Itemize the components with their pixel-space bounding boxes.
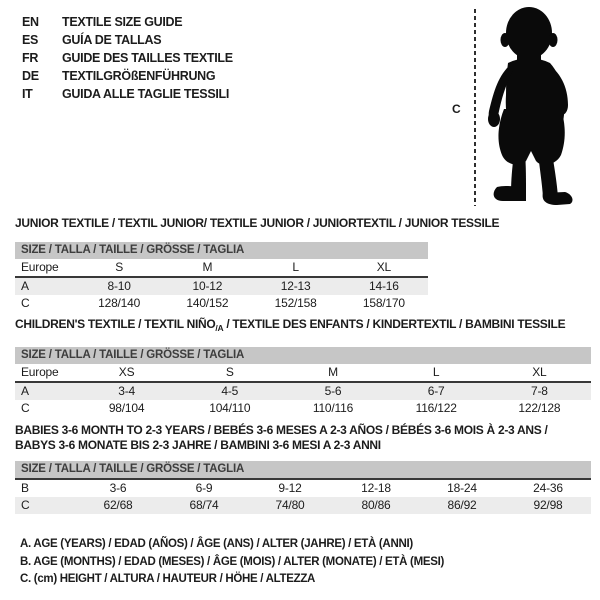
table-cell: 18-24: [447, 481, 477, 495]
table-row-height: [15, 400, 591, 417]
language-row-de: [22, 67, 233, 85]
childrens-table: [15, 364, 591, 417]
table-cell: XL: [488, 364, 591, 382]
table-cell: 152/158: [274, 296, 317, 310]
table-cell: 10-12: [163, 277, 251, 295]
height-measure-dashed-line: [474, 9, 476, 206]
legend-footnotes: [20, 536, 444, 589]
table-row-months: [15, 480, 591, 497]
table-cell: M: [281, 364, 384, 382]
table-cell: 3-6: [109, 481, 127, 495]
table-cell: 8-10: [75, 277, 163, 295]
childrens-table-title: [15, 317, 591, 336]
title-subscript: /A: [215, 323, 224, 333]
size-header-band: SIZE / TALLA / TAILLE / GRÖSSE / TAGLIA: [15, 347, 591, 364]
title-line-1: BABIES 3-6 MONTH TO 2-3 YEARS / BEBÉS 3-6 MESES A 2-3 AÑOS / BÉBÉS 3-6 MOIS À 2-3 ANS /: [15, 423, 548, 437]
language-title-block: [22, 13, 233, 103]
table-cell: 14-16: [340, 277, 428, 295]
table-cell: 140/152: [186, 296, 229, 310]
language-label: GUIDA ALLE TAGLIE TESSILI: [62, 87, 230, 101]
table-cell: 62/68: [75, 497, 161, 514]
footnote-age-years: A. AGE (YEARS) / EDAD (AÑOS) / ÂGE (ANS) / ALTER (JAHRE) / ETÀ (ANNI): [20, 538, 413, 550]
language-code: IT: [22, 87, 33, 101]
row-label: A: [15, 382, 75, 400]
row-label: C: [21, 296, 30, 310]
table-cell: 116/122: [415, 401, 457, 415]
language-label: GUÍA DE TALLAS: [62, 33, 162, 47]
table-cell: 80/86: [333, 497, 419, 514]
table-cell: 4-5: [178, 382, 281, 400]
table-row-age: [15, 277, 428, 295]
table-cell: 110/116: [312, 401, 354, 415]
language-row-fr: [22, 49, 233, 67]
table-cell: 98/104: [108, 401, 145, 415]
language-row-es: [22, 31, 233, 49]
table-cell: 128/140: [98, 296, 141, 310]
language-label: GUIDE DES TAILLES TEXTILE: [62, 51, 233, 65]
babies-table: [15, 480, 591, 514]
row-label: Europe: [15, 259, 75, 277]
footnote-height: C. (cm) HEIGHT / ALTURA / HAUTEUR / HÖHE / ALTEZZA: [20, 573, 316, 585]
language-label: TEXTILE SIZE GUIDE: [62, 15, 183, 29]
table-row-height: [15, 497, 591, 514]
junior-table-title: JUNIOR TEXTILE / TEXTIL JUNIOR/ TEXTILE JUNIOR / JUNIORTEXTIL / JUNIOR TESSILE: [15, 216, 500, 230]
table-cell: 92/98: [505, 497, 591, 514]
table-cell: 68/74: [161, 497, 247, 514]
junior-size-table: [15, 216, 500, 312]
table-row-age: [15, 382, 591, 400]
table-cell: S: [178, 364, 281, 382]
title-part: / TEXTILE DES ENFANTS / KINDERTEXTIL / BAMBINI TESSILE: [223, 317, 566, 331]
table-cell: 74/80: [247, 497, 333, 514]
row-label: B: [21, 481, 29, 495]
table-cell: 122/128: [518, 401, 561, 415]
language-code: FR: [22, 51, 39, 65]
junior-table: [15, 259, 428, 312]
row-label: Europe: [15, 364, 75, 382]
babies-table-title: [15, 423, 591, 453]
table-cell: 9-12: [278, 481, 302, 495]
table-cell: 5-6: [281, 382, 384, 400]
size-header-band: SIZE / TALLA / TAILLE / GRÖSSE / TAGLIA: [15, 242, 428, 259]
height-measure-label: C: [452, 102, 461, 116]
table-cell: 12-18: [361, 481, 391, 495]
table-cell: 6-9: [195, 481, 213, 495]
table-cell: 24-36: [533, 481, 563, 495]
table-cell: M: [163, 259, 251, 277]
childrens-size-table: [15, 317, 591, 417]
language-row-it: [22, 85, 233, 103]
table-cell: 6-7: [385, 382, 488, 400]
table-cell: L: [385, 364, 488, 382]
language-label: TEXTILGRÖßENFÜHRUNG: [62, 69, 216, 83]
title-part: CHILDREN'S TEXTILE / TEXTIL NIÑO: [15, 317, 216, 331]
table-cell: L: [252, 259, 340, 277]
table-cell: 7-8: [488, 382, 591, 400]
table-cell: XL: [340, 259, 428, 277]
language-row-en: [22, 13, 233, 31]
language-code: ES: [22, 33, 39, 47]
footnote-age-months: B. AGE (MONTHS) / EDAD (MESES) / ÂGE (MOIS) / ALTER (MONATE) / ETÀ (MESI): [20, 555, 445, 568]
size-header-band: SIZE / TALLA / TAILLE / GRÖSSE / TAGLIA: [15, 461, 591, 480]
babies-size-table: [15, 423, 591, 514]
baby-silhouette-icon: [484, 5, 576, 207]
table-cell: S: [75, 259, 163, 277]
table-row-height: [15, 295, 428, 312]
row-label: C: [21, 401, 30, 415]
table-cell: 104/110: [209, 401, 251, 415]
table-cell: 158/170: [362, 296, 405, 310]
table-row-sizes: [15, 259, 428, 277]
table-row-sizes: [15, 364, 591, 382]
row-label: C: [15, 497, 75, 514]
table-cell: 12-13: [252, 277, 340, 295]
title-line-2: BABYS 3-6 MONATE BIS 2-3 JAHRE / BAMBINI 3-6 MESI A 2-3 ANNI: [15, 438, 381, 452]
table-cell: 86/92: [419, 497, 505, 514]
row-label: A: [15, 277, 75, 295]
table-cell: XS: [75, 364, 178, 382]
language-code: DE: [22, 69, 39, 83]
table-cell: 3-4: [75, 382, 178, 400]
language-code: EN: [22, 15, 39, 29]
